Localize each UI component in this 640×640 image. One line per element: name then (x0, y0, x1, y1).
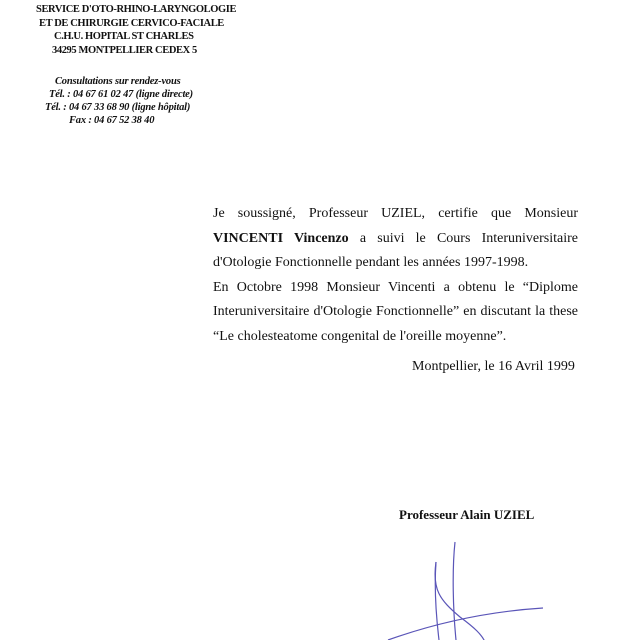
letter-date: Montpellier, le 16 Avril 1999 (412, 359, 575, 374)
signatory-name: Professeur Alain UZIEL (399, 507, 535, 522)
paragraph-diploma: En Octobre 1998 Monsieur Vincenti a obtenu le “Diplome Interuniversitaire d'Otologie Fonctionnelle” en discutant la these “Le cholesteatome congenital de l'oreille moyenne”. (213, 279, 578, 344)
consultations-note: Consultations sur rendez-vous (55, 76, 181, 87)
signature-stroke (435, 562, 485, 640)
letterhead-line: C.H.U. HOPITAL ST CHARLES (54, 31, 194, 42)
fax-number: Fax : 04 67 52 38 40 (69, 115, 155, 126)
signature-stroke (453, 542, 456, 640)
text: a suivi le Cours Interuniversitaire d'Otologie Fonctionnelle pendant les années 1997-1998. (213, 230, 578, 270)
letterhead-line: SERVICE D'OTO-RHINO-LARYNGOLOGIE (36, 4, 237, 15)
letterhead-line: ET DE CHIRURGIE CERVICO-FACIALE (39, 17, 224, 29)
text: Je soussigné, Professeur UZIEL, certifie que Monsieur (213, 206, 578, 221)
student-name: VINCENTI Vincenzo (213, 230, 349, 246)
letterhead-line: 34295 MONTPELLIER CEDEX 5 (52, 44, 197, 56)
signature-stroke (435, 562, 439, 640)
signature-stroke (388, 608, 543, 640)
phone-hospital: Tél. : 04 67 33 68 90 (ligne hôpital) (45, 102, 191, 113)
phone-direct: Tél. : 04 67 61 02 47 (ligne directe) (49, 89, 193, 100)
